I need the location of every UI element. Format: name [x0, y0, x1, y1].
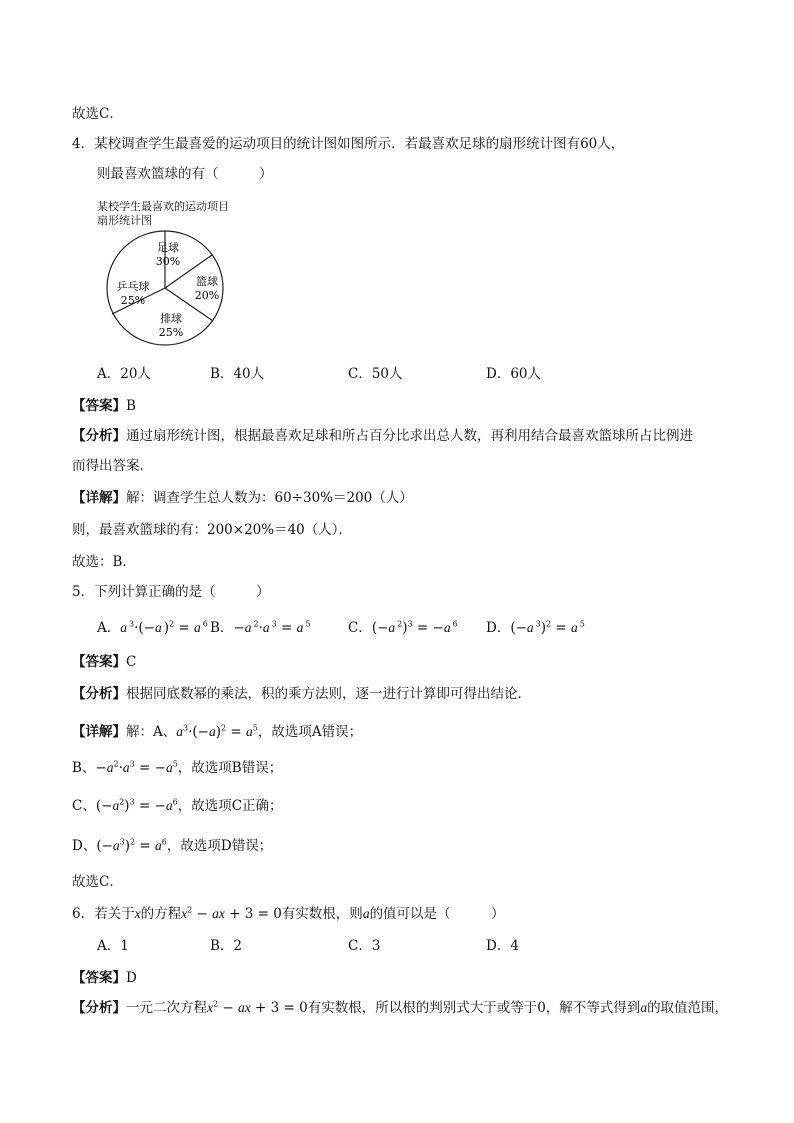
detail-text: 解：调查学生总人数为：60÷30%＝200（人）	[126, 490, 413, 506]
q6-option-d: D．4	[486, 938, 519, 954]
answer-tag: 【答案】	[72, 970, 126, 986]
answer-tag: 【答案】	[72, 398, 126, 414]
detail-b-prefix: B、	[72, 760, 96, 776]
pie-pct-football: 30%	[155, 255, 181, 268]
q6-analysis-part2: 有实数根，所以根的判别式大于或等于0，解不等式得到	[307, 1000, 641, 1016]
answer-value: D	[126, 970, 137, 986]
q4-detail-line1	[72, 488, 413, 508]
q6-analysis: 【分析】一元二次方程$x^2$ − ax + 3 = 0有实数根，所以根的判别式大于或等于0，解不等式得到a的取值范围，	[72, 999, 729, 1016]
q6-stem: 6．若关于x的方程$x^2$ − ax + 3 = 0有实数根，则a的值可以是（ ）	[72, 905, 505, 922]
q5-option-a: A．a $^3$·(−a )$^2$ = a $^6$	[97, 619, 208, 636]
q5-option-b: B．−a $^2$·a $^3$ = a $^5$	[210, 619, 311, 636]
detail-b-tail: ，故选项B错误；	[177, 760, 283, 776]
q6-stem-part3: 有实数根，则	[281, 906, 363, 922]
q6-stem-part4: 的值可以是（ ）	[369, 906, 505, 922]
q4-analysis-line2: 而得出答案．	[72, 458, 153, 474]
q6-option-a: A．1	[97, 938, 129, 954]
detail-d-tail: ，故选项D错误；	[166, 838, 273, 854]
q5-answer	[72, 652, 136, 672]
q4-stem-line1: 4．某校调查学生最喜爱的运动项目的统计图如图所示．若最喜欢足球的扇形统计图有60人，	[72, 136, 625, 152]
q5-analysis	[72, 684, 531, 704]
analysis-text: 根据同底数幂的乘法，积的乘方法则，逐一进行计算即可得出结论．	[126, 686, 531, 702]
pie-pct-basketball: 20%	[194, 289, 220, 302]
detail-d-prefix: D、	[72, 838, 97, 854]
analysis-text: 通过扇形统计图，根据最喜欢足球和所占百分比求出总人数，再利用结合最喜欢篮球所占比例进	[126, 428, 693, 444]
q6-stem-part1: 6．若关于	[72, 906, 135, 922]
q5-detail-a: 【详解】解：A、$a^3\cdot(-a)^2 = a^5$，故选项A错误；	[72, 723, 363, 740]
q4-option-a: A．20人	[97, 366, 151, 382]
pie-label-volleyball: 排球	[160, 312, 182, 325]
detail-c-tail: ，故选项C正确；	[177, 798, 283, 814]
detail-c-prefix: C、	[72, 798, 96, 814]
analysis-tag: 【分析】	[72, 1000, 126, 1016]
q5-detail-d: D、$(-a^3)^2 = a^6$，故选项D错误；	[72, 837, 273, 854]
detail-a-tail: ，故选项A错误；	[257, 724, 363, 740]
q6-option-b: B．2	[210, 938, 243, 954]
q5-conclusion: 故选C．	[72, 874, 123, 890]
q5-stem: 5．下列计算正确的是（ ）	[72, 584, 270, 600]
q6-analysis-part1: 一元二次方程	[126, 1000, 207, 1016]
analysis-tag: 【分析】	[72, 686, 126, 702]
analysis-tag: 【分析】	[72, 428, 126, 444]
pie-pct-pingpong: 25%	[120, 294, 146, 307]
answer-value: B	[126, 398, 136, 414]
pie-pct-volleyball: 25%	[158, 326, 184, 339]
q6-option-c: C．3	[348, 938, 381, 954]
q4-stem-line2: 则最喜欢篮球的有（ ）	[97, 166, 273, 182]
q4-option-d: D．60人	[486, 366, 542, 382]
q4-conclusion: 故选：B．	[72, 554, 136, 570]
q4-option-b: B．40人	[210, 366, 265, 382]
detail-prefix: 解：A、	[126, 724, 177, 740]
q4-option-c: C．50人	[348, 366, 403, 382]
q5-detail-c: C、$(-a^2)^3 = -a^6$，故选项C正确；	[72, 797, 283, 814]
pie-title-line2: 扇形统计图	[97, 214, 152, 227]
q6-analysis-part3: 的取值范围，	[647, 1000, 729, 1016]
q6-stem-part2: 的方程	[140, 906, 182, 922]
pie-label-football: 足球	[157, 241, 179, 254]
q5-detail-b: B、$-a^2\cdot a^3 = -a^5$，故选项B错误；	[72, 759, 283, 776]
q4-detail-line2: 则，最喜欢篮球的有：200×20%＝40（人）．	[72, 522, 353, 538]
detail-tag: 【详解】	[72, 724, 126, 740]
pie-title-line1: 某校学生最喜欢的运动项目	[97, 200, 229, 213]
q4-analysis-line1	[72, 426, 693, 446]
q4-answer	[72, 396, 136, 416]
prev-conclusion: 故选C．	[72, 106, 123, 122]
q5-option-c: C．(−a $^2$)$^3$ = −a $^6$	[348, 619, 458, 636]
q6-answer	[72, 968, 137, 988]
answer-value: C	[126, 654, 137, 670]
pie-label-basketball: 篮球	[196, 275, 218, 288]
q5-option-d: D．(−a $^3$)$^2$ = a $^5$	[486, 619, 585, 636]
detail-tag: 【详解】	[72, 490, 126, 506]
pie-chart	[100, 228, 240, 348]
pie-label-pingpong: 乒乓球	[116, 280, 150, 293]
answer-tag: 【答案】	[72, 654, 126, 670]
